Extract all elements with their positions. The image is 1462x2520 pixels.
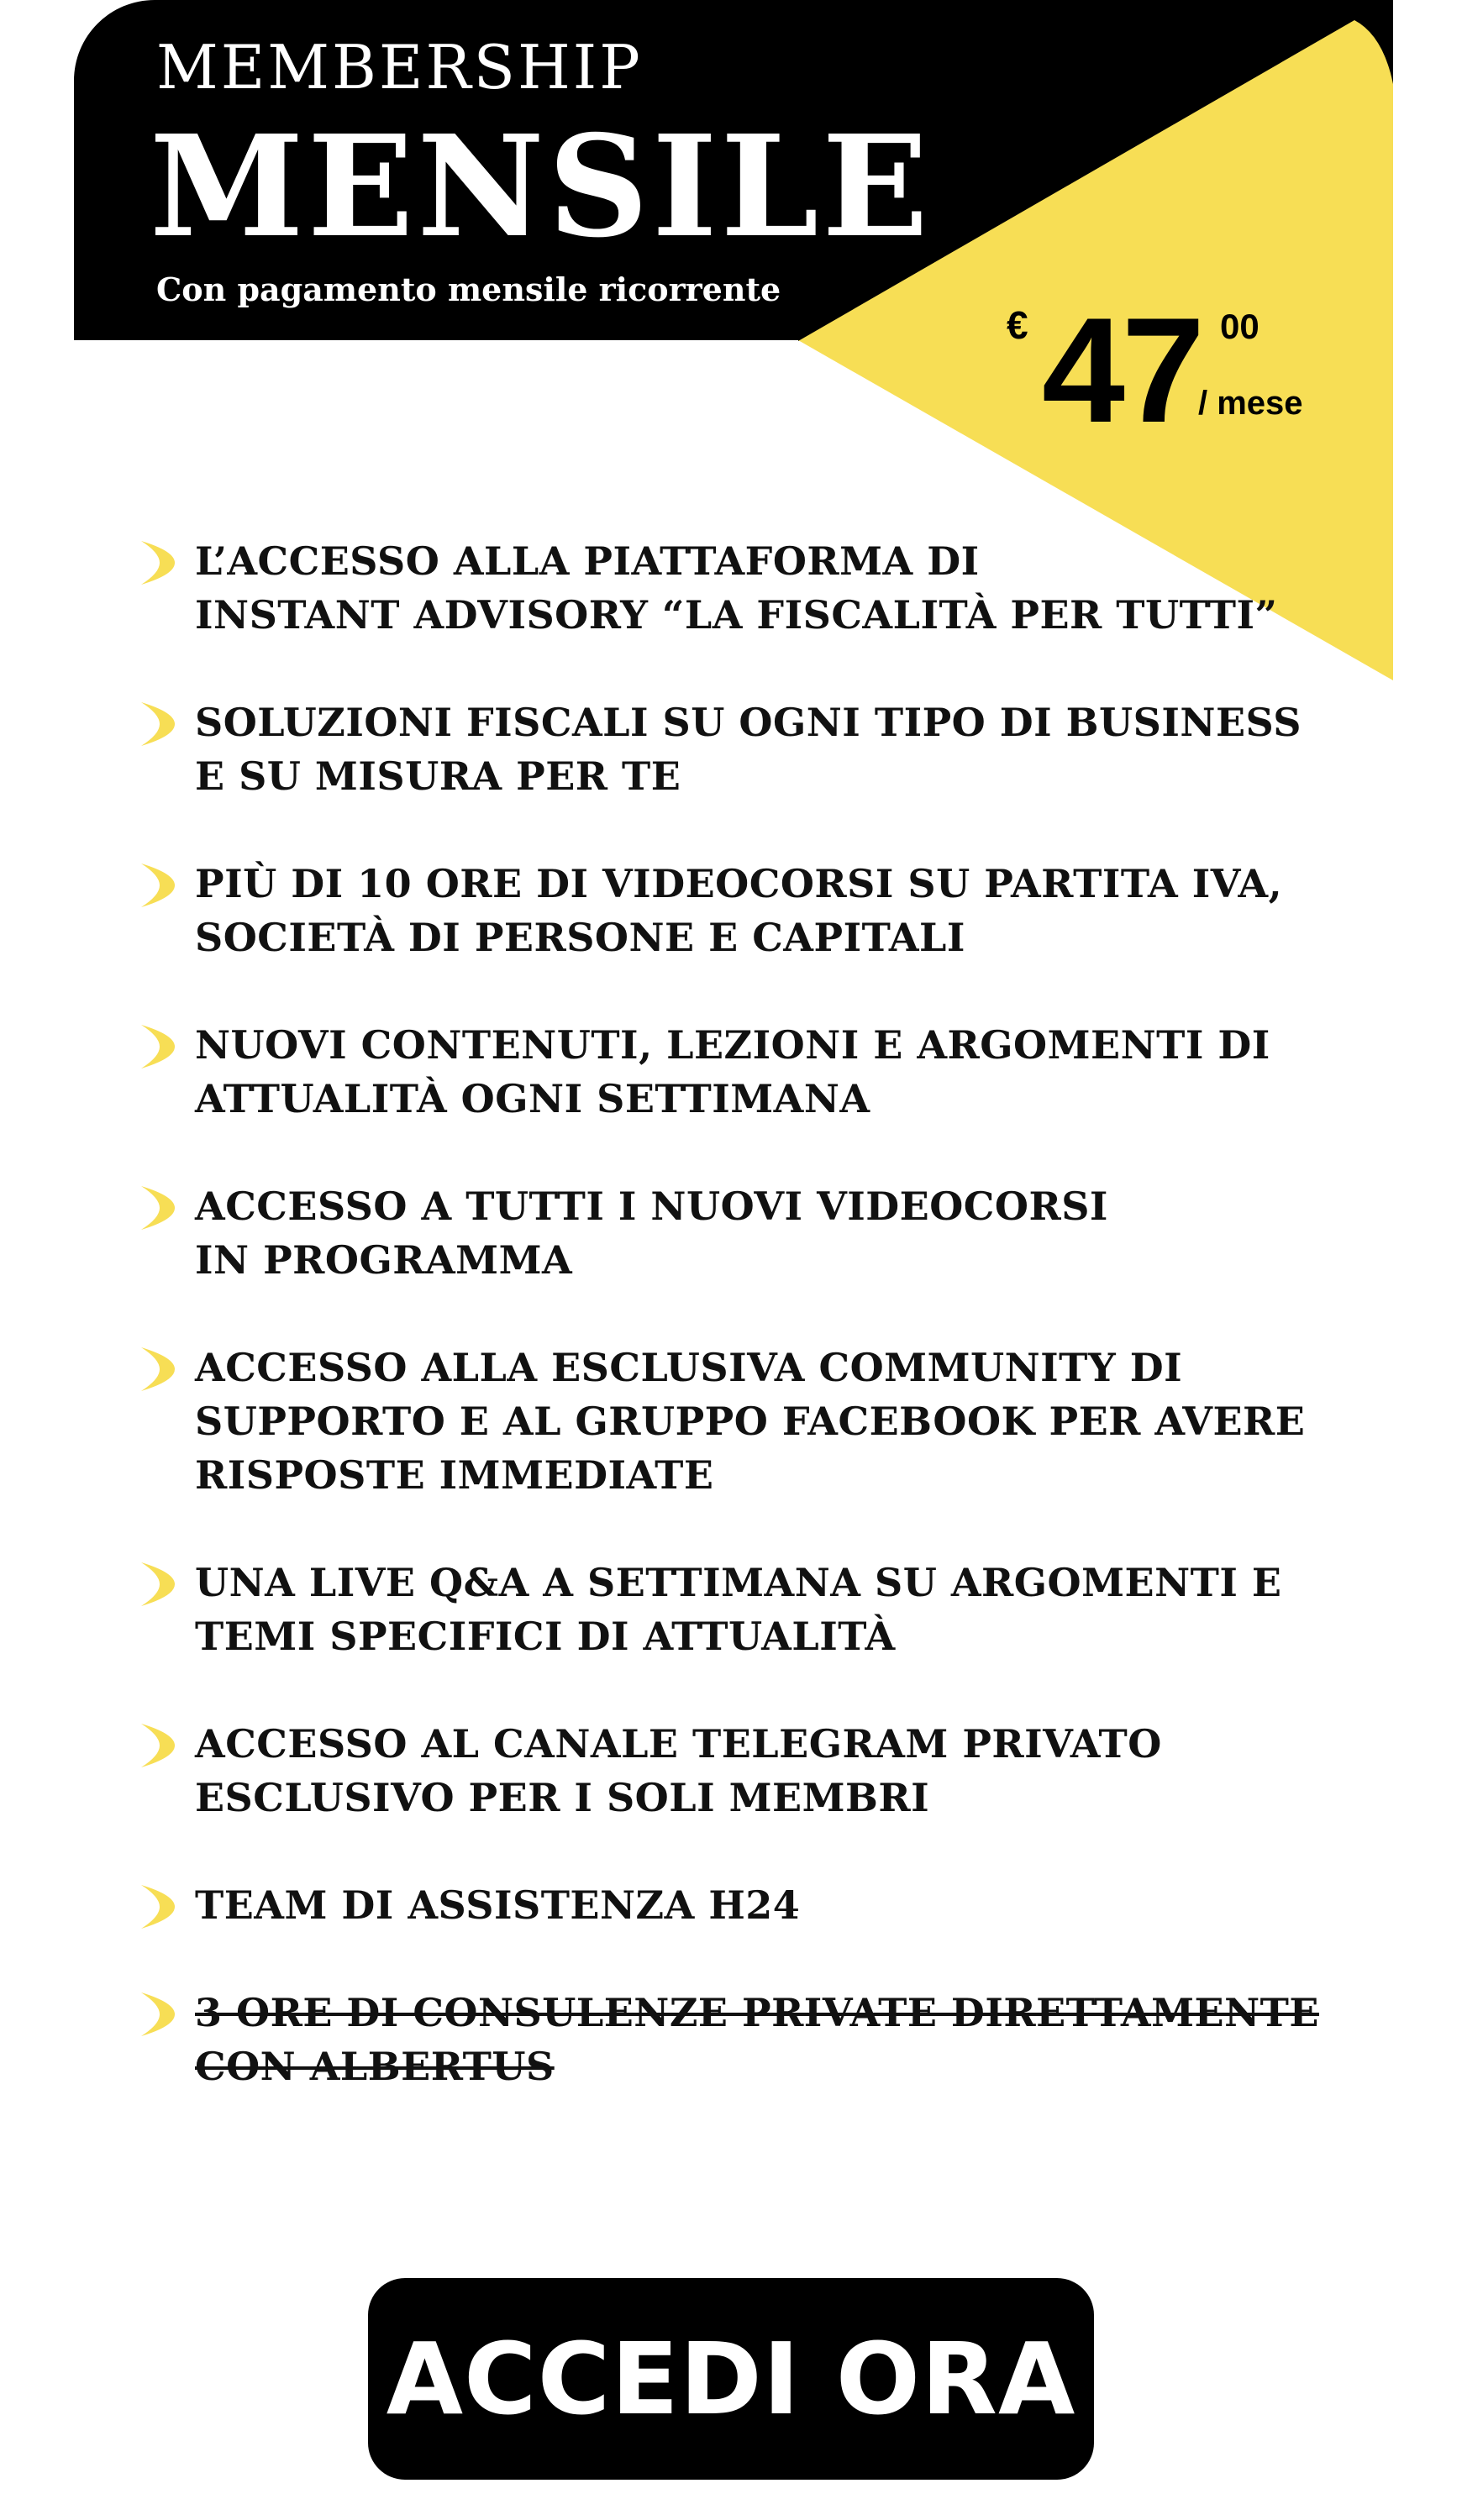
feature-text: 3 ORE DI CONSULENZE PRIVATE DIRETTAMENTE CON ALBERTUS [195, 1990, 1319, 2089]
feature-text: L’ACCESSO ALLA PIATTAFORMA DI INSTANT ADVISORY “LA FISCALITÀ PER TUTTI” [195, 538, 1278, 638]
membership-label: MEMBERSHIP [156, 32, 643, 102]
feature-text: SOLUZIONI FISCALI SU OGNI TIPO DI BUSINESS E SU MISURA PER TE [195, 700, 1302, 799]
chevron-bullet-icon [134, 1719, 181, 1772]
accedi-ora-button[interactable]: ACCEDI ORA [368, 2278, 1094, 2480]
feature-text: NUOVI CONTENUTI, LEZIONI E ARGOMENTI DI ATTUALITÀ OGNI SETTIMANA [195, 1022, 1270, 1121]
chevron-bullet-icon [134, 1880, 181, 1934]
price-period: / mese [1198, 385, 1303, 422]
feature-text: ACCESSO ALLA ESCLUSIVA COMMUNITY DI SUPPORTO E AL GRUPPO FACEBOOK PER AVERE RISPOSTE IMMEDIATE [195, 1345, 1306, 1498]
feature-text: UNA LIVE Q&A A SETTIMANA SU ARGOMENTI E TEMI SPECIFICI DI ATTUALITÀ [195, 1560, 1282, 1659]
chevron-bullet-icon [134, 1342, 181, 1396]
plan-title: MENSILE [150, 105, 932, 269]
chevron-bullet-icon [134, 697, 181, 751]
chevron-bullet-icon [134, 1020, 181, 1074]
chevron-bullet-icon [134, 1987, 181, 2041]
chevron-bullet-icon [134, 1557, 181, 1611]
feature-text: ACCESSO A TUTTI I NUOVI VIDEOCORSI IN PROGRAMMA [195, 1184, 1108, 1283]
chevron-bullet-icon [134, 858, 181, 912]
feature-text: PIÙ DI 10 ORE DI VIDEOCORSI SU PARTITA IVA, SOCIETÀ DI PERSONE E CAPITALI [195, 861, 1283, 960]
price-currency: € [1007, 303, 1028, 347]
price-cents: 00 [1220, 307, 1260, 346]
chevron-bullet-icon [134, 1181, 181, 1235]
feature-text: ACCESSO AL CANALE TELEGRAM PRIVATO ESCLUSIVO PER I SOLI MEMBRI [195, 1721, 1162, 1820]
price-integer: 47 [1042, 286, 1202, 454]
feature-text: TEAM DI ASSISTENZA H24 [195, 1882, 801, 1928]
plan-subtitle: Con pagamento mensile ricorrente [156, 270, 781, 308]
chevron-bullet-icon [134, 536, 181, 590]
